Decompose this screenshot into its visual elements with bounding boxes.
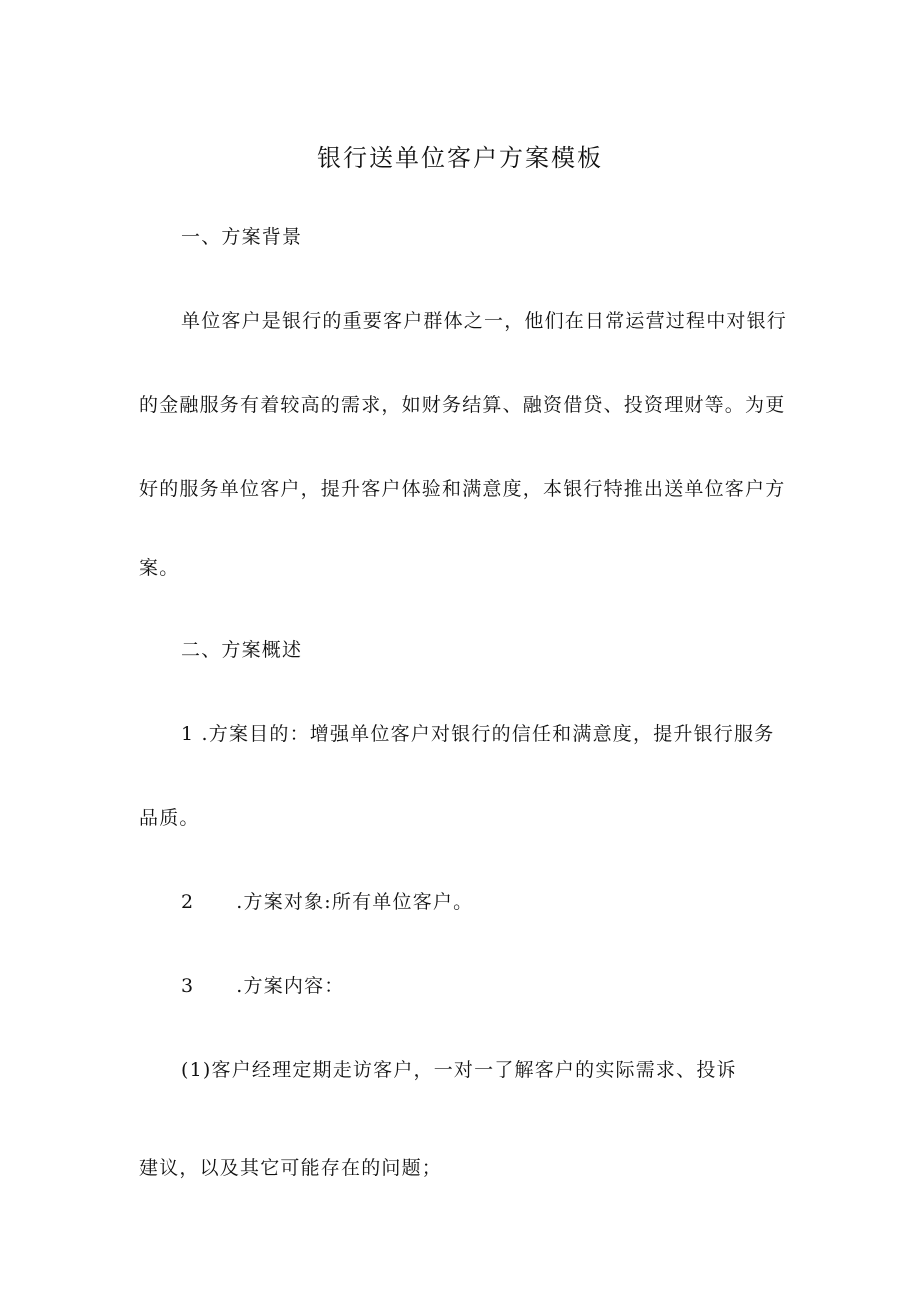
section-heading-overview: 二、方案概述: [181, 639, 303, 661]
list-text: .方案对象:所有单位客户。: [236, 891, 474, 913]
list-number: 1: [181, 723, 195, 745]
document-title: 银行送单位客户方案模板: [317, 144, 603, 172]
list-text: .方案内容：: [236, 975, 345, 997]
list-item-target: [181, 887, 473, 917]
list-item-content: [181, 971, 345, 1001]
sub-item-text: 客户经理定期走访客户，一对一了解客户的实际需求、投诉: [211, 1059, 737, 1081]
paragraph-line: 建议，以及其它可能存在的问题；: [139, 1157, 443, 1179]
paragraph-line: 案。: [139, 557, 180, 579]
paragraph-line: 单位客户是银行的重要客户群体之一，他们在日常运营过程中对银行: [181, 310, 788, 332]
list-number: 3: [181, 975, 195, 997]
paragraph-line: 品质。: [139, 807, 200, 829]
list-text: .方案目的：增强单位客户对银行的信任和满意度，提升银行服务: [201, 723, 775, 745]
list-item-purpose: [181, 719, 774, 749]
paragraph-line: 的金融服务有着较高的需求，如财务结算、融资借贷、投资理财等。为更: [139, 394, 786, 416]
sub-item-visit: [181, 1055, 737, 1085]
paragraph-line: 好的服务单位客户，提升客户体验和满意度，本银行特推出送单位客户方: [139, 478, 786, 500]
list-number: 2: [181, 891, 195, 913]
section-heading-background: 一、方案背景: [181, 226, 303, 248]
sub-item-label: (1): [181, 1059, 212, 1081]
